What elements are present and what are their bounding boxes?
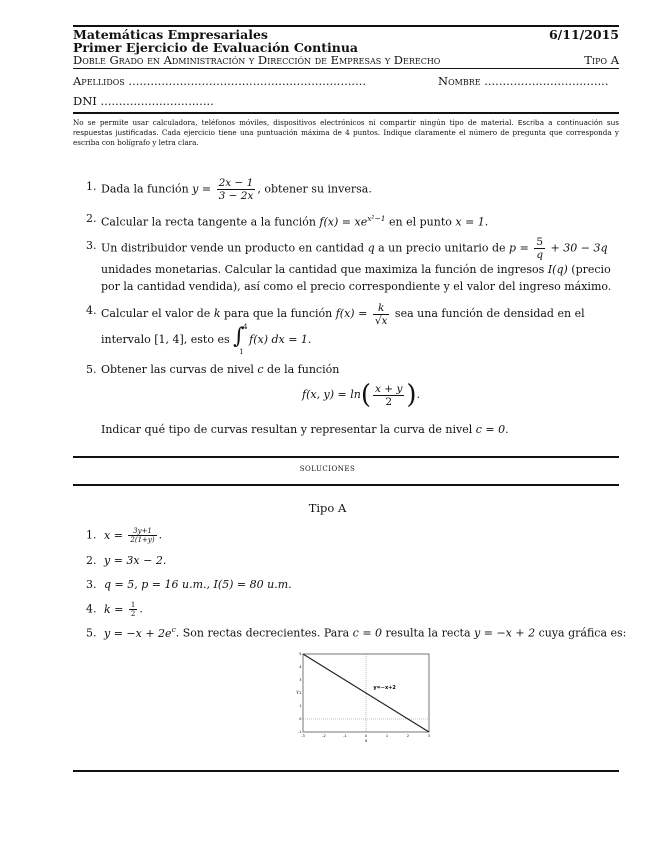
solution-eq: .: [139, 602, 143, 616]
exam-type: Tipo A: [584, 53, 619, 67]
fraction: [217, 177, 256, 202]
fraction-numerator: 1: [130, 601, 136, 609]
fraction-denominator: 2: [130, 610, 136, 618]
y-tick-label: 0: [299, 717, 302, 722]
solution-eq: q = 5, p = 16 u.m., I(5) = 80 u.m.: [104, 578, 292, 591]
question-number: 4.: [86, 304, 97, 317]
y-tick-label: 1: [299, 704, 302, 709]
y-tick-label: 3: [299, 678, 302, 683]
math-var: k: [213, 307, 221, 320]
question-text: sea una función de densidad en el intervalo [1, 4], esto es: [101, 307, 585, 346]
math-point: x = 1: [455, 215, 485, 229]
solution-text: resulta la recta: [382, 626, 475, 640]
notice-instruction: Escriba a continuación sus respuestas justificadas.: [73, 118, 619, 137]
x-tick-label: -1: [343, 734, 347, 738]
x-tick-label: 3: [427, 734, 431, 738]
math-eq: p =: [509, 241, 533, 255]
bottom-rule: [73, 770, 619, 772]
fraction-numerator: 2x − 1: [218, 177, 254, 189]
solution-text: cuya gráfica es:: [535, 626, 627, 640]
integral-body: f(x) dx = 1.: [249, 333, 312, 346]
question-number: 5.: [86, 363, 97, 376]
question-text: a un precio unitario de: [374, 241, 510, 255]
solution-5: [86, 625, 626, 640]
fraction: [129, 601, 137, 618]
math-exponent: x²−1: [367, 214, 386, 223]
degree-name: Doble Grado en Administración y Dirección de Empresas y Derecho: [73, 53, 441, 67]
y-tick-label: -1: [298, 730, 302, 735]
exam-title: Primer Ejercicio de Evaluación Continua: [73, 40, 359, 55]
question-text: Indicar qué tipo de curvas resultan y representar la curva de nivel: [101, 423, 476, 436]
solution-eq: c = 0: [352, 626, 383, 640]
subject-title: Matemáticas Empresariales: [73, 27, 268, 42]
question-text: Dada la función: [101, 182, 193, 196]
question-text: Calcular la recta tangente a la función: [101, 215, 320, 229]
question-text: para que la función: [220, 307, 336, 320]
solution-1: [86, 527, 162, 544]
fraction: [534, 236, 545, 261]
math-exponent: c: [171, 625, 176, 634]
question-text: Obtener las curvas de nivel: [101, 363, 258, 376]
solution-number: 3.: [86, 578, 97, 591]
solution-number: 5.: [86, 626, 97, 640]
exam-notice: [73, 118, 619, 148]
question-number: 2.: [86, 212, 97, 225]
math-var: y: [192, 182, 199, 196]
solution-eq: y = −x + 2: [474, 626, 536, 640]
fraction-denominator: 2: [385, 395, 393, 408]
y-axis-label: y: [296, 689, 299, 694]
question-text: .: [484, 215, 489, 229]
fraction-denominator: 3 − 2x: [218, 190, 254, 202]
nombre-field: Nombre ..................................: [438, 74, 609, 88]
solution-number: 2.: [86, 554, 97, 567]
solution-3: [86, 578, 292, 591]
question-text: .: [505, 423, 509, 436]
solution-eq: k =: [104, 602, 127, 616]
math-eq: + 30 − 3q: [547, 241, 608, 255]
math-var: q: [367, 241, 375, 255]
x-tick-label: 2: [406, 734, 410, 738]
y-tick-label: 2: [299, 691, 302, 696]
x-tick-label: -3: [301, 734, 305, 738]
math-function: f(x) =: [335, 307, 371, 320]
question-text: (precio por la cantidad vendida), así como el precio correspondiente y el valor del ingreso máximo.: [101, 263, 612, 293]
solution-eq: x =: [104, 528, 127, 542]
solution-4: [86, 601, 143, 618]
apellidos-field: Apellidos .................................................................: [73, 74, 367, 88]
right-paren-icon: ): [406, 380, 417, 410]
integral-lower: 1: [239, 348, 244, 356]
y-tick-label: 4: [299, 665, 302, 670]
solution-eq: y = 3x − 2.: [104, 554, 167, 567]
dni-field: DNI ...............................: [73, 94, 214, 108]
question-text: unidades monetarias. Calcular la cantidad que maximiza la función de ingresos: [101, 263, 548, 276]
question-number: 3.: [86, 239, 97, 252]
fraction-denominator: √x: [374, 314, 388, 327]
x-tick-label: 0: [364, 734, 368, 738]
fraction-numerator: k: [373, 302, 390, 315]
display-equation: [302, 380, 420, 410]
fraction: [128, 527, 156, 544]
exam-date: 6/11/2015: [548, 27, 619, 42]
fraction: [373, 383, 404, 408]
math-eq: c = 0: [475, 423, 506, 436]
question-number: 1.: [86, 180, 97, 193]
math-eq: .: [416, 388, 421, 401]
fraction-denominator: 2(1+y): [130, 536, 155, 544]
y-tick-label: 5: [299, 652, 302, 657]
level-curve-chart: [296, 650, 436, 745]
solution-eq: .: [158, 528, 163, 542]
math-function: f(x, y) = ln: [302, 388, 361, 401]
question-text: Calcular el valor de: [101, 307, 214, 320]
question-text: en el punto: [385, 215, 456, 229]
integral-sign-icon: ∫: [233, 324, 245, 349]
solution-text: . Son rectas decrecientes. Para: [175, 626, 353, 640]
notice-rules: No se permite usar calculadora, teléfonos móviles, dispositivos electrónicos ni compartir ningún tipo de material.: [73, 118, 518, 127]
math-eq: =: [198, 182, 215, 196]
left-paren-icon: (: [360, 380, 372, 410]
integral-upper: 4: [243, 323, 248, 331]
notice-scoring: Cada ejercicio tiene una puntuación máxima de 4 puntos. Indique claramente el número de pregunta que corresponda y escriba con bolígrafo y letra clara.: [73, 128, 619, 147]
notice-rule: [73, 112, 619, 114]
fraction-numerator: 3y+1: [128, 527, 156, 536]
solutions-tipo: Tipo A: [308, 501, 347, 515]
math-function: I(q): [547, 263, 568, 276]
question-text: Un distribuidor vende un producto en cantidad: [101, 241, 368, 255]
fraction-numerator: 5: [534, 236, 545, 249]
x-axis-label: x: [364, 738, 368, 743]
x-tick-label: -2: [322, 734, 326, 738]
fraction: [373, 302, 390, 327]
solutions-top-rule: [73, 456, 619, 458]
math-function: f(x) = xe: [319, 215, 368, 229]
integral: [233, 323, 249, 356]
x-tick-label: 1: [385, 734, 389, 738]
math-var: c: [257, 363, 264, 376]
question-text: de la función: [263, 363, 340, 376]
chart-ticks: [298, 652, 430, 738]
fraction-numerator: x + y: [375, 382, 403, 395]
header-rule: [73, 68, 619, 69]
solutions-heading: soluciones: [299, 463, 356, 474]
line-annotation: y=−x+2: [373, 685, 396, 692]
solution-2: [86, 554, 166, 567]
fraction-denominator: q: [536, 249, 544, 261]
solution-number: 1.: [86, 528, 97, 542]
solutions-bottom-rule: [73, 484, 619, 486]
solution-eq: y = −x + 2e: [104, 626, 172, 640]
solution-number: 4.: [86, 602, 97, 616]
question-text: , obtener su inversa.: [257, 182, 372, 196]
